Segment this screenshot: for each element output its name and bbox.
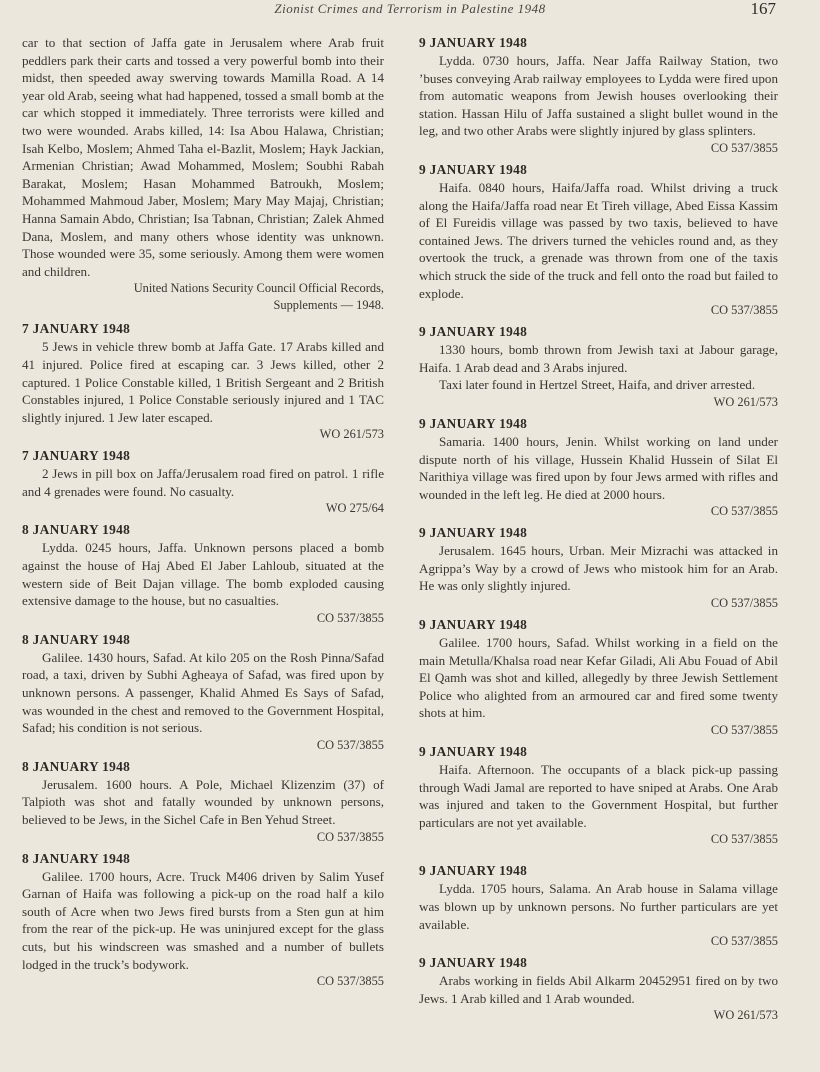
diary-entry xyxy=(419,161,778,319)
entry-paragraph: Haifa. Afternoon. The occupants of a black pick-up passing through Wadi Jamal are reported to have sniped at Arabs. One Arab was injured and taken to the Government Hospital, but further particulars are not yet available. xyxy=(419,762,778,830)
entry-date: 9 JANUARY 1948 xyxy=(419,525,528,541)
entry-paragraph: 1330 hours, bomb thrown from Jewish taxi at Jabour garage, Haifa. 1 Arab dead and 3 Arabs injured. xyxy=(419,342,778,375)
entry-paragraph: Galilee. 1700 hours, Acre. Truck M406 driven by Salim Yusef Garnan of Haifa was following a pick-up on the road half a kilo south of Acre when two Jews fired bursts from a Sten gun at him from the rear of the pick-up. He was uninjured except for the glass cuts, but his windscreen was smashed and a number of bullets lodged in the truck’s bodywork. xyxy=(22,868,384,972)
entry-body xyxy=(22,338,384,426)
entry-paragraph: Lydda. 1705 hours, Salama. An Arab house in Salama village was blown up by unknown persons. No further particulars are yet available. xyxy=(419,881,778,932)
entry-body xyxy=(22,776,384,829)
diary-entry xyxy=(22,850,384,991)
citation-line-1: United Nations Security Council Official Records, xyxy=(133,281,384,296)
entry-date: 7 JANUARY 1948 xyxy=(22,448,131,464)
left-column xyxy=(22,34,384,994)
source-reference: CO 537/3855 xyxy=(316,737,384,752)
entry-body xyxy=(419,634,778,722)
source-reference: CO 537/3855 xyxy=(710,596,778,611)
source-reference: CO 537/3855 xyxy=(710,140,778,155)
entry-date: 9 JANUARY 1948 xyxy=(419,415,528,431)
entry-body xyxy=(419,972,778,1007)
entry-date: 9 JANUARY 1948 xyxy=(419,35,528,50)
source-reference: WO 261/573 xyxy=(319,427,384,442)
running-title: Zionist Crimes and Terrorism in Palestine 1948 xyxy=(274,1,546,16)
right-column xyxy=(419,34,778,1028)
diary-entry xyxy=(419,954,778,1024)
diary-entry xyxy=(419,743,778,848)
entry-date: 9 JANUARY 1948 xyxy=(419,161,528,177)
entry-paragraph: 5 Jews in vehicle threw bomb at Jaffa Gate. 17 Arabs killed and 41 injured. Police fired at escaping car. 3 Jews killed, other 2 captured. 1 Police Constable killed, 1 British Sergeant and 2 British Constables injured, 1 Police Constable seriously injured and 1 TAC slightly injured. 1 Jew later escaped. xyxy=(22,339,384,425)
entry-body xyxy=(419,52,778,140)
entry-body xyxy=(22,465,384,500)
diary-entry xyxy=(419,323,778,411)
entry-body xyxy=(22,868,384,974)
entry-paragraph: Galilee. 1430 hours, Safad. At kilo 205 on the Rosh Pinna/Safad road, a taxi, driven by Subhi Agheaya of Safad, was fired upon by unknown persons. A passenger, Khalid Ahmed Es Says of Safad, was wounded in the chest and removed to the Government Hospital, Safad; his condition is not serious. xyxy=(22,649,384,736)
diary-entry xyxy=(22,631,384,754)
running-header xyxy=(0,0,820,22)
source-reference: CO 537/3855 xyxy=(710,303,778,318)
diary-entry xyxy=(419,862,778,950)
entry-body xyxy=(419,433,778,503)
entry-paragraph: Galilee. 1700 hours, Safad. Whilst working in a field on the main Metulla/Khalsa road near Kefar Giladi, Ali Abu Fouad of Abil El Qamh was shot and killed, allegedly by three Jewish Settlement Police who alighted from an armoured car and fired some twenty shots at him. xyxy=(419,635,778,721)
source-reference: WO 261/573 xyxy=(713,1008,778,1023)
source-reference: WO 261/573 xyxy=(713,394,778,409)
diary-entry xyxy=(419,524,778,612)
entry-body xyxy=(419,341,778,394)
entry-body xyxy=(419,542,778,595)
entry-date: 8 JANUARY 1948 xyxy=(22,758,131,774)
source-reference: CO 537/3855 xyxy=(710,934,778,949)
page-number: 167 xyxy=(750,0,776,18)
entry-paragraph: Lydda. 0245 hours, Jaffa. Unknown persons placed a bomb against the house of Haj Abed El Jaber Lahloub, situated at the western side of Beit Dajan village. The bomb exploded causing extensive damage to the house, but no casualties. xyxy=(22,540,384,609)
entry-date: 9 JANUARY 1948 xyxy=(419,324,528,340)
diary-entry xyxy=(22,758,384,846)
entry-paragraph: Arabs working in fields Abil Alkarm 20452951 fired on by two Jews. 1 Arab killed and 1 Arab wounded. xyxy=(419,973,778,1006)
source-reference: CO 537/3855 xyxy=(316,829,384,844)
entry-body xyxy=(419,179,778,302)
source-reference: CO 537/3855 xyxy=(710,504,778,519)
citation-line-2: Supplements — 1948. xyxy=(273,298,384,313)
entry-date: 7 JANUARY 1948 xyxy=(22,321,131,337)
diary-entry xyxy=(22,447,384,517)
entry-body xyxy=(22,539,384,609)
entry-body xyxy=(22,649,384,737)
diary-entry xyxy=(419,415,778,520)
entry-body xyxy=(419,761,778,831)
entry-paragraph: Jerusalem. 1645 hours, Urban. Meir Mizrachi was attacked in Agrippa’s Way by a crowd of Jews who mistook him for an Arab. He was only slightly injured. xyxy=(419,543,778,594)
entry-paragraph: Haifa. 0840 hours, Haifa/Jaffa road. Whilst driving a truck along the Haifa/Jaffa road near Et Tireh village, Abed Eissa Kassim of El Fureidis village was passed by two taxis, believed to have contained Jews. The drivers turned the vehicles round and, as they overtook the truck, a grenade was thrown from one of the taxis which struck the side of the truck and fell onto the road but failed to explode. xyxy=(419,179,778,301)
entry-date: 9 JANUARY 1948 xyxy=(419,955,528,971)
diary-entry xyxy=(22,521,384,626)
entry-body xyxy=(419,880,778,933)
entry-date: 8 JANUARY 1948 xyxy=(22,850,131,866)
diary-entry xyxy=(419,34,778,157)
source-reference: CO 537/3855 xyxy=(710,723,778,738)
right-entries xyxy=(419,34,778,1024)
entry-date: 9 JANUARY 1948 xyxy=(419,744,528,760)
source-reference: WO 275/64 xyxy=(325,501,384,516)
entry-paragraph: 2 Jews in pill box on Jaffa/Jerusalem road fired on patrol. 1 rifle and 4 grenades were found. No casualty. xyxy=(22,466,384,499)
entry-date: 8 JANUARY 1948 xyxy=(22,631,131,647)
diary-entry xyxy=(22,320,384,443)
continuation-paragraph: car to that section of Jaffa gate in Jerusalem where Arab fruit peddlers park their carts and tossed a very powerful bomb into their midst, then speeded away swerving towards Mamilla Road. A 14 year old Arab, seeing what had happened, tossed a small bomb at the car which stopped it immediately. Three terrorists were killed and two were wounded. Arabs killed, 14: Isa Abou Halawa, Christian; Isah Kelbo, Moslem; Ahmed Taha el-Bazlit, Moslem; Hayk Jackian, Armenian Christian; Awad Mohammed, Moslem; Soubhi Rabah Barakat, Moslem; Hasan Mohammed Batroukh, Moslem; Mohammed Mahmoud Jaber, Moslem; Mary May Majaj, Christian; Hanna Samain Abdo, Christian; Isa Tabnan, Christian; Zalek Ahmed Dana, Moslem, and many others whose identity was unknown. Those wounded were 35, some seriously. Among them were women and children. xyxy=(22,35,384,279)
entry-date: 8 JANUARY 1948 xyxy=(22,522,131,538)
entry-paragraph: Taxi later found in Hertzel Street, Haifa, and driver arrested. xyxy=(439,377,756,393)
source-reference: CO 537/3855 xyxy=(710,832,778,847)
source-reference: CO 537/3855 xyxy=(316,974,384,989)
entry-date: 9 JANUARY 1948 xyxy=(419,617,528,633)
entry-paragraph: Samaria. 1400 hours, Jenin. Whilst working on land under dispute north of his village, Hussein Khalid Hussein of Silat El Narithiya village was fired upon by four Jews armed with rifles and wounded in the left leg. He died at 2000 hours. xyxy=(419,433,778,502)
entry-date: 9 JANUARY 1948 xyxy=(419,863,528,879)
entry-paragraph: Lydda. 0730 hours, Jaffa. Near Jaffa Railway Station, two ’buses conveying Arab railway employees to Lydda were fired upon from automatic weapons from Jewish houses overlooking their station. Hassan Hilu of Jaffa sustained a slight bullet wound in the leg, and two other Arabs were slightly injured by glass splinters. xyxy=(419,53,778,139)
diary-entry xyxy=(419,616,778,739)
entry-paragraph: Jerusalem. 1600 hours. A Pole, Michael Klizenzim (37) of Talpioth was shot and fatally wounded by unknown persons, believed to be Jews, in the Sichel Cafe in Ben Yehud Street. xyxy=(22,776,384,827)
source-reference: CO 537/3855 xyxy=(316,610,384,625)
left-entries xyxy=(22,320,384,990)
